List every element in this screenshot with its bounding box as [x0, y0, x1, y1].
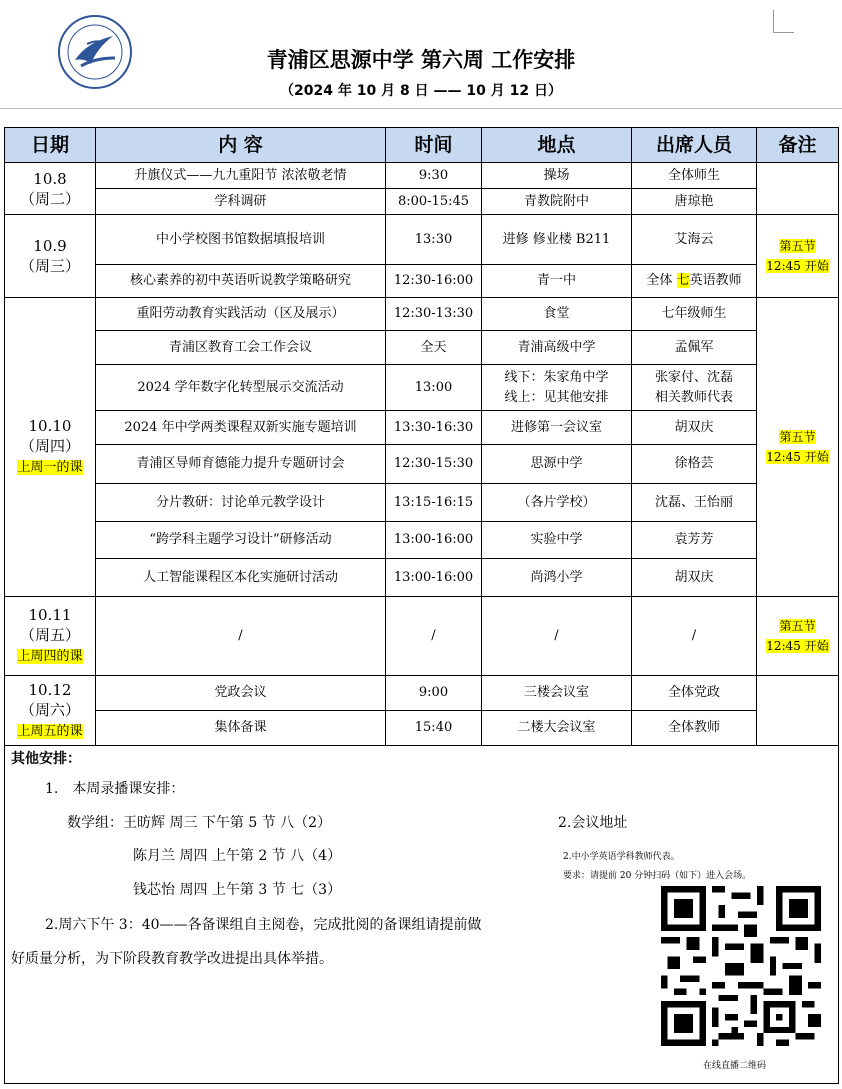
- attendees-prefix: 全体: [646, 273, 677, 288]
- date-cell: [5, 676, 96, 746]
- table-row: [5, 445, 839, 484]
- meeting-title: 2.会议地址: [558, 815, 628, 831]
- time-cell: 全天: [386, 331, 482, 365]
- attendees-cell: 艾海云: [632, 215, 757, 265]
- place-cell: 进修第一会议室: [482, 411, 632, 445]
- date: 10.9: [33, 237, 67, 255]
- content-cell: 党政会议: [96, 676, 386, 711]
- content-cell: /: [96, 597, 386, 676]
- notes-cell: [757, 597, 839, 676]
- place-cell: 实验中学: [482, 522, 632, 559]
- place-cell: 青教院附中: [482, 189, 632, 215]
- recording-title: 1. 本周录播课安排：: [45, 781, 185, 797]
- col-header-content: 内 容: [96, 128, 386, 163]
- weekday: （周二）: [19, 189, 80, 208]
- table-row: [5, 484, 839, 522]
- notes-cell: [757, 298, 839, 597]
- time-cell: 12:30-16:00: [386, 265, 482, 298]
- recording-line: 陈月兰 周四 上午第 2 节 八（4）: [133, 848, 342, 864]
- table-row: [5, 597, 839, 676]
- time-cell: /: [386, 597, 482, 676]
- date-cell: [5, 597, 96, 676]
- place-cell: [482, 365, 632, 411]
- date-cell: [5, 298, 96, 597]
- attendees-cell: 全体师生: [632, 163, 757, 189]
- time-cell: 9:30: [386, 163, 482, 189]
- meeting-note: 要求：请提前 20 分钟扫码（如下）进入会场。: [563, 871, 752, 881]
- table-row: [5, 559, 839, 597]
- content-cell: 升旗仪式——九九重阳节 浓浓敬老情: [96, 163, 386, 189]
- time-cell: 13:15-16:15: [386, 484, 482, 522]
- date: 10.12: [28, 680, 72, 699]
- time-cell: 8:00-15:45: [386, 189, 482, 215]
- time-cell: 13:00-16:00: [386, 559, 482, 597]
- recording-line: 数学组：王昉辉 周三 下午第 5 节 八（2）: [67, 815, 332, 831]
- attendees-cell: 胡双庆: [632, 559, 757, 597]
- attendees-suffix: 英语教师: [689, 273, 742, 288]
- period-note: 第五节: [779, 619, 816, 633]
- place-cell: 青一中: [482, 265, 632, 298]
- attendees-cell: /: [632, 597, 757, 676]
- attendees-cell: 沈磊、王怡丽: [632, 484, 757, 522]
- content-cell: 学科调研: [96, 189, 386, 215]
- col-header-attendees: 出席人员: [632, 128, 757, 163]
- weekday: （周六）: [19, 700, 80, 719]
- other-arrangements-cell: [5, 746, 839, 1084]
- place-cell: 思源中学: [482, 445, 632, 484]
- attendees-line: 张家付、沈磊: [654, 369, 733, 385]
- place-cell: 尚鸿小学: [482, 559, 632, 597]
- grade-highlight: 七: [676, 273, 690, 288]
- other-title: 其他安排：: [11, 751, 81, 767]
- date: 10.8: [33, 169, 67, 188]
- place-offline: 线下：朱家角中学: [504, 369, 609, 385]
- attendees-cell: 唐琼艳: [632, 189, 757, 215]
- attendees-cell: 全体党政: [632, 676, 757, 711]
- attendees-cell: 孟佩军: [632, 331, 757, 365]
- start-time-note: 12:45 开始: [766, 450, 829, 464]
- content-cell: 2024 年中学两类课程双新实施专题培训: [96, 411, 386, 445]
- swap-note: 上周五的课: [17, 723, 83, 739]
- time-cell: 12:30-15:30: [386, 445, 482, 484]
- content-cell: 2024 学年数字化转型展示交流活动: [96, 365, 386, 411]
- attendees-cell: 徐格芸: [632, 445, 757, 484]
- table-row: [5, 331, 839, 365]
- content-cell: 分片教研：讨论单元教学设计: [96, 484, 386, 522]
- qr-code: [661, 886, 821, 1046]
- grading-note: 好质量分析，为下阶段教育教学改进提出具体举措。: [11, 951, 333, 967]
- date: 10.10: [28, 417, 72, 435]
- recording-line: 钱芯怡 周四 上午第 3 节 七（3）: [133, 882, 342, 898]
- content-cell: “跨学科主题学习设计”研修活动: [96, 522, 386, 559]
- place-cell: /: [482, 597, 632, 676]
- time-cell: 13:30-16:30: [386, 411, 482, 445]
- schedule-table: [4, 127, 839, 1084]
- weekday: （周四）: [19, 437, 80, 455]
- col-header-place: 地点: [482, 128, 632, 163]
- place-cell: 二楼大会议室: [482, 711, 632, 746]
- table-row: [5, 365, 839, 411]
- date-cell: [5, 163, 96, 215]
- period-note: 第五节: [779, 239, 816, 253]
- attendees-cell: 胡双庆: [632, 411, 757, 445]
- table-row: [5, 189, 839, 215]
- place-online: 线上：见其他安排: [504, 389, 609, 405]
- table-row: [5, 676, 839, 711]
- start-time-note: 12:45 开始: [766, 639, 829, 653]
- table-row: [5, 215, 839, 265]
- table-row: [5, 163, 839, 189]
- time-cell: 13:30: [386, 215, 482, 265]
- attendees-cell: [632, 365, 757, 411]
- table-row: [5, 265, 839, 298]
- table-row: [5, 298, 839, 331]
- weekday: （周五）: [19, 626, 80, 644]
- time-cell: 13:00-16:00: [386, 522, 482, 559]
- table-row: [5, 411, 839, 445]
- time-cell: 9:00: [386, 676, 482, 711]
- meeting-note: 2.中小学英语学科教师代表。: [563, 852, 680, 862]
- content-cell: 重阳劳动教育实践活动（区及展示）: [96, 298, 386, 331]
- col-header-date: 日期: [5, 128, 96, 163]
- attendees-cell: [632, 265, 757, 298]
- content-cell: 人工智能课程区本化实施研讨活动: [96, 559, 386, 597]
- place-cell: 青浦高级中学: [482, 331, 632, 365]
- place-cell: 食堂: [482, 298, 632, 331]
- content-cell: 青浦区导师育德能力提升专题研讨会: [96, 445, 386, 484]
- notes-cell: [757, 676, 839, 746]
- notes-cell: [757, 215, 839, 298]
- content-cell: 核心素养的初中英语听说教学策略研究: [96, 265, 386, 298]
- col-header-notes: 备注: [757, 128, 839, 163]
- table-row: [5, 522, 839, 559]
- place-cell: （各片学校）: [482, 484, 632, 522]
- attendees-cell: 七年级师生: [632, 298, 757, 331]
- time-cell: 12:30-13:30: [386, 298, 482, 331]
- grading-note: 2.周六下午 3：40——各备课组自主阅卷，完成批阅的备课组请提前做: [45, 917, 482, 933]
- attendees-cell: 袁芳芳: [632, 522, 757, 559]
- swap-note: 上周一的课: [17, 460, 83, 475]
- attendees-line: 相关教师代表: [654, 389, 733, 405]
- date-cell: [5, 215, 96, 298]
- header-divider: [0, 108, 842, 109]
- time-cell: 13:00: [386, 365, 482, 411]
- date-range: （2024 年 10 月 8 日 —— 10 月 12 日）: [280, 83, 562, 99]
- content-cell: 集体备课: [96, 711, 386, 746]
- table-row: [5, 711, 839, 746]
- place-cell: 三楼会议室: [482, 676, 632, 711]
- qr-caption: 在线直播二维码: [703, 1061, 767, 1071]
- period-note: 第五节: [779, 430, 816, 444]
- content-cell: 中小学校图书馆数据填报培训: [96, 215, 386, 265]
- page-title: 青浦区思源中学 第六周 工作安排: [266, 48, 576, 72]
- col-header-time: 时间: [386, 128, 482, 163]
- date: 10.11: [28, 606, 72, 624]
- other-arrangements-row: [5, 746, 839, 1084]
- page-corner-mark: [773, 10, 794, 33]
- swap-note: 上周四的课: [17, 649, 83, 664]
- content-cell: 青浦区教育工会工作会议: [96, 331, 386, 365]
- header-row: [5, 128, 839, 163]
- time-cell: 15:40: [386, 711, 482, 746]
- place-cell: 进修 修业楼 B211: [482, 215, 632, 265]
- notes-cell: [757, 163, 839, 215]
- place-cell: 操场: [482, 163, 632, 189]
- attendees-cell: 全体教师: [632, 711, 757, 746]
- start-time-note: 12:45 开始: [766, 259, 829, 273]
- weekday: （周三）: [19, 257, 80, 275]
